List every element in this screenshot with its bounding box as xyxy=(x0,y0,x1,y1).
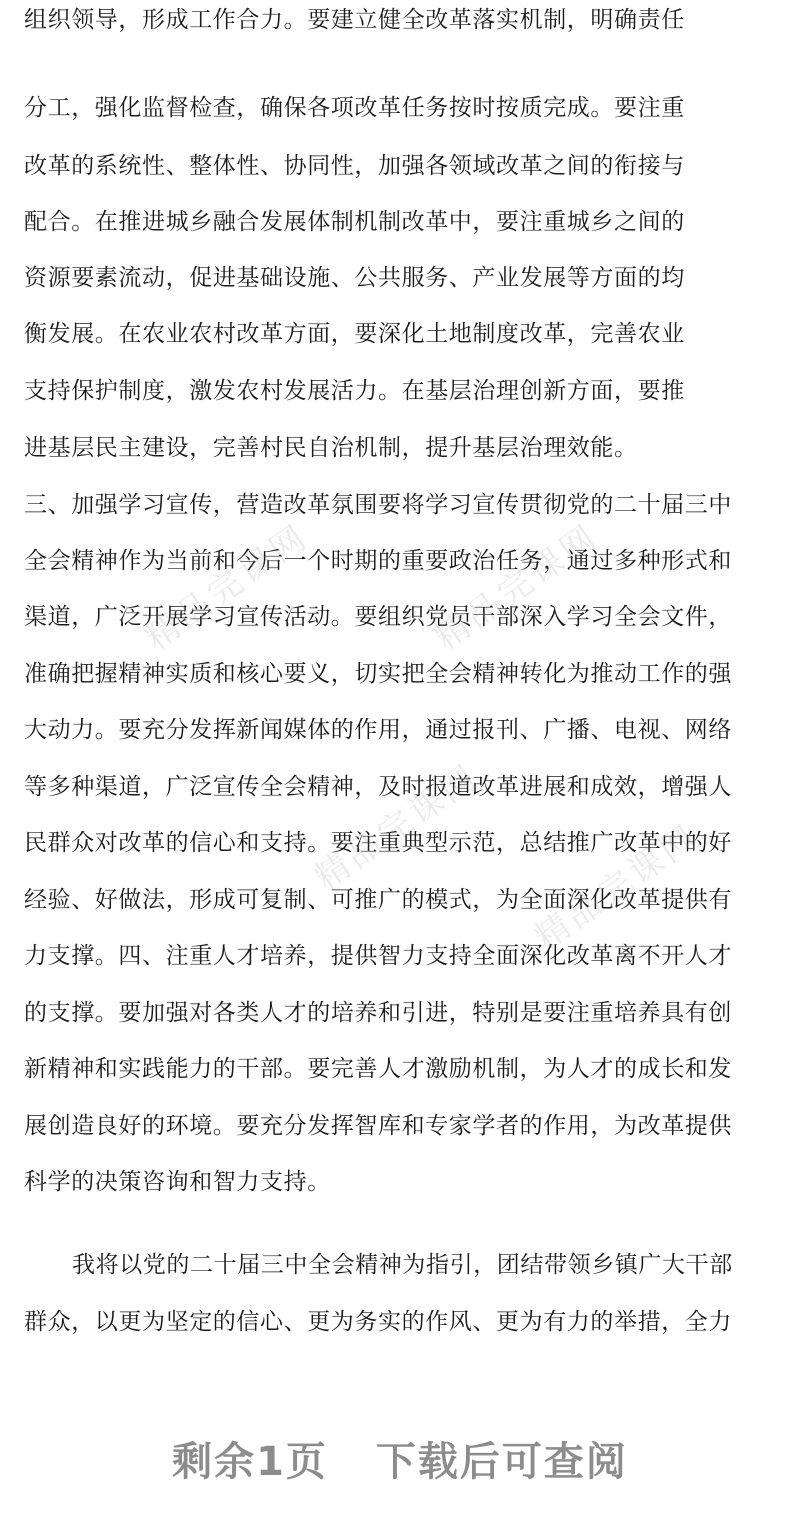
watermark: 精品完课网 xyxy=(307,756,487,899)
text-line: 民群众对改革的信心和支持。要注重典型示范，总结推广改革中的好 xyxy=(24,830,732,856)
text-line: 改革的系统性、整体性、协同性，加强各领域改革之间的衔接与 xyxy=(24,153,685,179)
remaining-pages-label: 剩余1页 xyxy=(172,1439,328,1485)
text-line: 配合。在推进城乡融合发展体制机制改革中，要注重城乡之间的 xyxy=(24,209,685,235)
text-line: 进基层民主建设，完善村民自治机制，提升基层治理效能。 xyxy=(24,435,638,461)
text-line: 大动力。要充分发挥新闻媒体的作用，通过报刊、广播、电视、网络 xyxy=(24,717,732,743)
text-line-indented: 我将以党的二十届三中全会精神为指引，团结带领乡镇广大干部 xyxy=(72,1252,733,1278)
text-line: 全会精神作为当前和今后一个时期的重要政治任务，通过多种形式和 xyxy=(24,548,732,574)
text-line: 渠道，广泛开展学习宣传活动。要组织党员干部深入学习全会文件， xyxy=(24,604,732,630)
download-to-view-label[interactable]: 下载后可查阅 xyxy=(375,1439,628,1485)
text-line: 的支撑。要加强对各类人才的培养和引进，特别是要注重培养具有创 xyxy=(24,1000,732,1026)
watermark: 精品完课网 xyxy=(527,816,707,959)
text-line: 等多种渠道，广泛宣传全会精神，及时报道改革进展和成效，增强人 xyxy=(24,774,732,800)
text-line: 力支撑。四、注重人才培养，提供智力支持全面深化改革离不开人才 xyxy=(24,943,732,969)
text-line: 科学的决策咨询和智力支持。 xyxy=(24,1169,331,1195)
text-line: 展创造良好的环境。要充分发挥智库和专家学者的作用，为改革提供 xyxy=(24,1113,732,1139)
text-line: 经验、好做法，形成可复制、可推广的模式，为全面深化改革提供有 xyxy=(24,887,732,913)
text-line: 分工，强化监督检查，确保各项改革任务按时按质完成。要注重 xyxy=(24,95,685,121)
text-line: 群众，以更为坚定的信心、更为务实的作风、更为有力的举措，全力 xyxy=(24,1309,732,1335)
watermark: 精品完课网 xyxy=(137,516,317,659)
text-line: 准确把握精神实质和核心要义，切实把全会精神转化为推动工作的强 xyxy=(24,661,732,687)
text-line: 三、加强学习宣传，营造改革氛围要将学习宣传贯彻党的二十届三中 xyxy=(24,492,732,518)
text-line: 资源要素流动，促进基础设施、公共服务、产业发展等方面的均 xyxy=(24,265,685,291)
watermark: 精品完课网 xyxy=(427,516,607,659)
text-line: 支持保护制度，激发农村发展活力。在基层治理创新方面，要推 xyxy=(24,378,685,404)
text-line: 新精神和实践能力的干部。要完善人才激励机制，为人才的成长和发 xyxy=(24,1056,732,1082)
text-line: 组织领导，形成工作合力。要建立健全改革落实机制，明确责任 xyxy=(24,7,685,33)
download-prompt[interactable] xyxy=(0,1430,800,1487)
text-line: 衡发展。在农业农村改革方面，要深化土地制度改革，完善农业 xyxy=(24,321,685,347)
